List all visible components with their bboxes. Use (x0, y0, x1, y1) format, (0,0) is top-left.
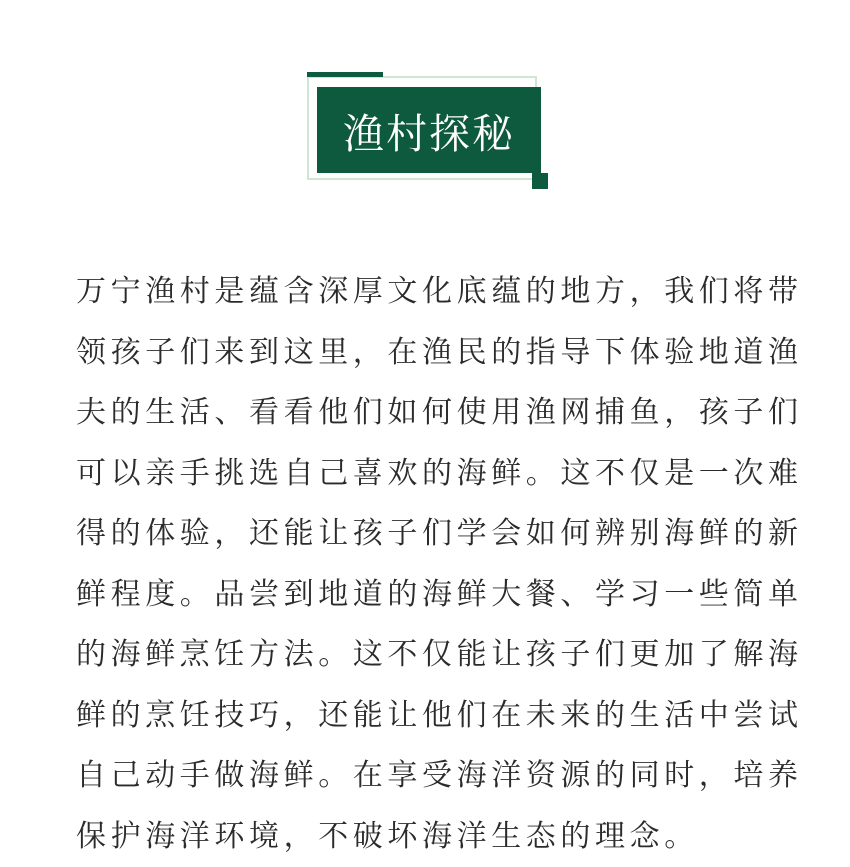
section-title-badge (307, 72, 549, 190)
article-line: 可以亲手挑选自己喜欢的海鲜。这不仅是一次难 (76, 444, 776, 505)
article-body (76, 262, 776, 867)
article-line: 鲜的烹饪技巧，还能让他们在未来的生活中尝试 (76, 686, 776, 747)
article-line: 的海鲜烹饪方法。这不仅能让孩子们更加了解海 (76, 625, 776, 686)
article-line: 万宁渔村是蕴含深厚文化底蕴的地方，我们将带 (76, 262, 776, 323)
title-accent-bar (307, 72, 383, 77)
article-line: 得的体验，还能让孩子们学会如何辨别海鲜的新 (76, 504, 776, 565)
title-box (317, 87, 541, 173)
article-line: 自己动手做海鲜。在享受海洋资源的同时，培养 (76, 746, 776, 807)
article-line: 鲜程度。品尝到地道的海鲜大餐、学习一些简单 (76, 565, 776, 626)
title-corner-square (532, 173, 548, 189)
article-line: 夫的生活、看看他们如何使用渔网捕鱼，孩子们 (76, 383, 776, 444)
article-line: 领孩子们来到这里，在渔民的指导下体验地道渔 (76, 323, 776, 384)
page-title: 渔村探秘 (343, 101, 515, 160)
article-line: 保护海洋环境，不破坏海洋生态的理念。 (76, 807, 776, 867)
